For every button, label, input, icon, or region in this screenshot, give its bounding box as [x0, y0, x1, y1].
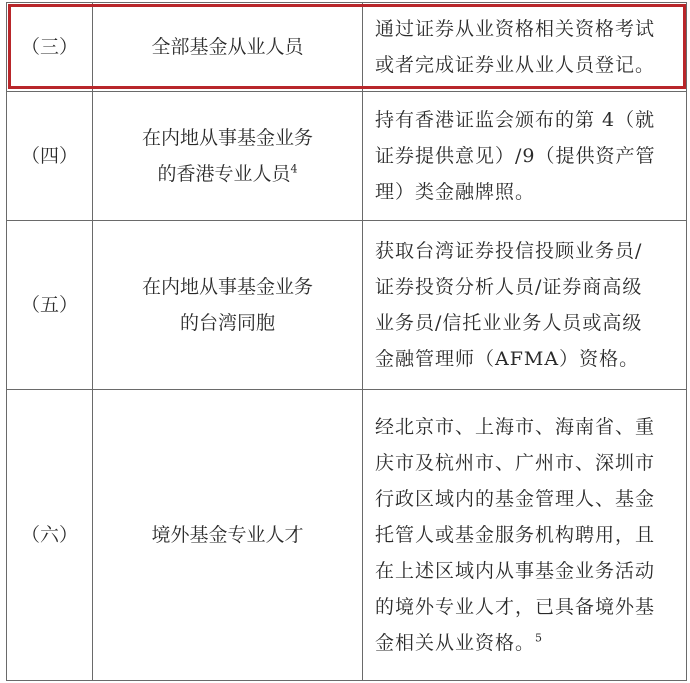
- row-number: （三）: [7, 3, 93, 92]
- description-line: 或者完成证券业从业人员登记。: [375, 54, 656, 76]
- category-line-text: 的香港专业人员: [157, 163, 291, 185]
- category-line: 境外基金专业人才: [151, 524, 304, 546]
- category-line: 的台湾同胞: [179, 312, 275, 334]
- description-line: 庆市及杭州市、广州市、深圳市: [375, 452, 656, 474]
- description-cell: [363, 92, 687, 221]
- category-cell: [93, 92, 363, 221]
- table-row: [7, 221, 687, 390]
- description-line: 证券提供意见）/9（提供资产管: [375, 145, 656, 167]
- category-line: 在内地从事基金业务: [141, 127, 313, 149]
- description-line: [375, 625, 672, 661]
- description-line: 持有香港证监会颁布的第 4（就: [375, 109, 656, 131]
- footnote-marker: 4: [290, 162, 298, 176]
- description-cell: [363, 390, 687, 681]
- table-row: [7, 92, 687, 221]
- description-line: 经北京市、上海市、海南省、重: [375, 416, 656, 438]
- category-cell: [93, 3, 363, 92]
- description-line: 证券投资分析人员/证券商高级: [375, 276, 643, 298]
- category-line: 在内地从事基金业务: [141, 276, 313, 298]
- footnote-marker: 5: [535, 631, 544, 645]
- description-line-text: 金相关从业资格。: [375, 632, 536, 654]
- description-line: 金融管理师（AFMA）资格。: [375, 348, 640, 370]
- row-number: （五）: [7, 221, 93, 390]
- description-line: 通过证券从业资格相关资格考试: [375, 18, 656, 40]
- category-line: [101, 156, 354, 192]
- category-line: 全部基金从业人员: [151, 36, 304, 58]
- category-cell: [93, 221, 363, 390]
- description-line: 理）类金融牌照。: [375, 181, 536, 203]
- description-line: 行政区域内的基金管理人、基金: [375, 488, 656, 510]
- table-row: [7, 3, 687, 92]
- qualification-table-container: [6, 2, 687, 681]
- qualification-table: [6, 2, 687, 681]
- description-line: 托管人或基金服务机构聘用，且: [375, 524, 656, 546]
- description-line: 获取台湾证券投信投顾业务员/: [375, 240, 643, 262]
- description-line: 的境外专业人才，已具备境外基: [375, 596, 656, 618]
- category-cell: [93, 390, 363, 681]
- description-cell: [363, 221, 687, 390]
- description-line: 业务员/信托业业务人员或高级: [375, 312, 643, 334]
- description-line: 在上述区域内从事基金业务活动: [375, 560, 656, 582]
- row-number: （四）: [7, 92, 93, 221]
- table-row: [7, 390, 687, 681]
- table-body: [7, 3, 687, 681]
- description-cell: [363, 3, 687, 92]
- row-number: （六）: [7, 390, 93, 681]
